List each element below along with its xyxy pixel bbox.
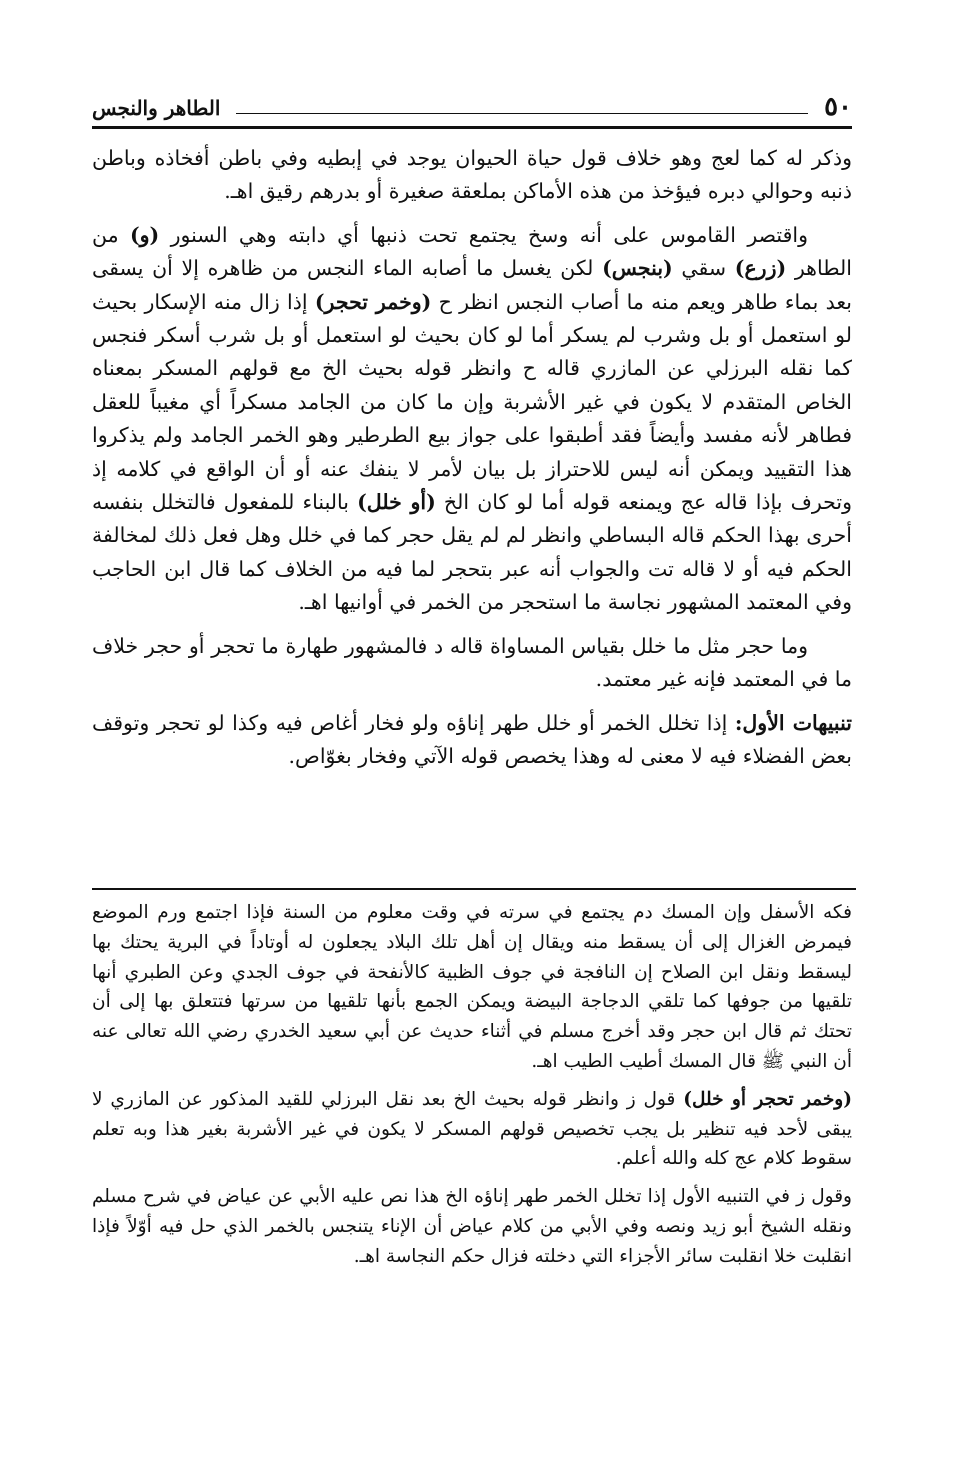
text-run: قول ز وانظر قوله بحيث الخ بعد نقل البرزلي للقيد المذكور عن المازري لا يبقى لأحد فيه تنظير بل يجب تخصيص قولهم المسكر لا يكون في غير الأشربة بغير هذا وبه تعلم سقوط كلام عج كله والله أعلم. [92, 1088, 852, 1170]
text-run: لكن يغسل ما أصابه الماء النجس من ظاهره إلا أن يسقى بعد بماء طاهر ويعم منه ما أصاب النجس انظر ح [92, 256, 852, 314]
bold-term: (وخمر تحجر أو خلل) [683, 1088, 852, 1110]
main-text [92, 142, 852, 783]
header-rule [92, 126, 852, 129]
bold-term: (زرع) [734, 256, 787, 281]
footnote-separator [92, 888, 856, 890]
paragraph-4 [92, 707, 852, 774]
bold-term: (و) [129, 222, 160, 247]
footnote-3: وقول ز في التنبيه الأول إذا تخلل الخمر طهر إناؤه الخ هذا نص عليه الأبي عن عياض في شرح مسلم ونقله الشيخ أبو زيد ونصه وفي الأبي من كلام عياض أن الإناء يتنجس بالخمر الذي حل فيه أوّلاً فإذا انقلبت خلا انقلبت سائر الأجزاء التي دخلته فزال حكم النجاسة اهـ. [92, 1186, 852, 1267]
footnote-1: فكه الأسفل وإن المسك دم يجتمع في سرته في وقت معلوم من السنة فإذا اجتمع ورم الموضع فيمرض الغزال إلى أن يسقط منه ويقال إن أهل تلك البلاد يجعلون له أوتاداً في البرية يحتك بها ليسقط ونقل ابن الصلاح إن النافجة في جوف الظبية كالأنفحة في جوف الجدي وعن الطبري أنها تلقيها من جوفها كما تلقي الدجاجة البيضة ويمكن الجمع بأنها تلقيها من سرتها فتتعلق بها إلى أن تحتك ثم قال ابن حجر وقد أخرج مسلم في أثناء حديث عن أبي سعيد الخدري رضي الله تعالى عنه أن النبي ﷺ قال المسك أطيب الطيب اهـ. [92, 902, 852, 1072]
paragraph-3: وما حجر مثل ما خلل بقياس المساواة قاله د فالمشهور طهارة ما تحجر أو حجر خلاف ما في المعتمد فإنه غير معتمد. [92, 633, 852, 692]
bold-term: (بنجس) [602, 256, 673, 281]
running-title: الطاهر والنجس [92, 96, 221, 120]
text-run: بالبناء للمفعول فالتخلل بنفسه أحرى بهذا الحكم قاله البساطي وانظر لم لم يقل حجر كما في خلل وهل فعل ذلك لمخالفة الحكم فيه أو لا قاله تت والجواب أنه عبر بتحجر لما فيه من الخلاف كما قال ابن الحاجب وفي المعتمد المشهور نجاسة ما استحجر من الخمر في أوانيها اهـ. [92, 490, 852, 615]
text-run: واقتصر القاموس على أنه وسخ يجتمع تحت ذنبها أي دابته وهي السنور [159, 222, 808, 247]
text-run: سقي [672, 256, 735, 281]
paragraph-2 [92, 219, 852, 620]
section-heading: تنبيهات الأول: [734, 710, 852, 735]
text-run: إذا زال منه الإسكار بحيث لو استعمل أو بل وشرب لم يسكر أما لو كان بحيث لو استعمل أو بل شرب أسكر فنجس كما نقله البرزلي عن المازري قاله ح وانظر قوله بحيث الخ مع قولهم المسكر بمعناه الخاص المتقدم لا يكون في غير الأشربة وإن ما كان من الجامد مسكراً أي مغيباً للعقل فطاهر لأنه مفسد وأيضاً فقد أطبقوا على جواز بيع الطرطير وهو الخمر الجامد ولم يذكروا هذا التقييد ويمكن أنه ليس للاحتراز بل بيان لأمر لا ينفك عنه أو أن الواقع في كلامه إذ وتحرف بإذا قاله عج ويمنعه قوله أما لو كان الخ [92, 289, 852, 515]
text-run: من الطاهر [92, 222, 852, 281]
header-dash-line [236, 113, 808, 114]
bold-term: (أو خلل) [357, 490, 436, 515]
footnote-2 [92, 1085, 852, 1174]
text-run: إذا تخلل الخمر أو خلل طهر إناؤه ولو فخار أغاص فيه وكذا لو تحجر وتوقف بعض الفضلاء فيه لا معنى له وهذا يخصص قوله الآتي وفخار بغوّاص. [92, 710, 852, 768]
bold-term: (وخمر تحجر) [314, 289, 432, 314]
page-number: ٥٠ [824, 92, 852, 122]
footnotes [92, 898, 852, 1280]
paragraph-1: وذكر له كما لعج وهو خلاف قول حياة الحيوان يوجد في إبطيه وفي باطن أفخاذه وباطن ذنبه وحوالي دبره فيؤخذ من هذه الأماكن بملعقة صغيرة أو بدرهم رقيق اهـ. [92, 146, 852, 204]
page-header [92, 84, 852, 124]
